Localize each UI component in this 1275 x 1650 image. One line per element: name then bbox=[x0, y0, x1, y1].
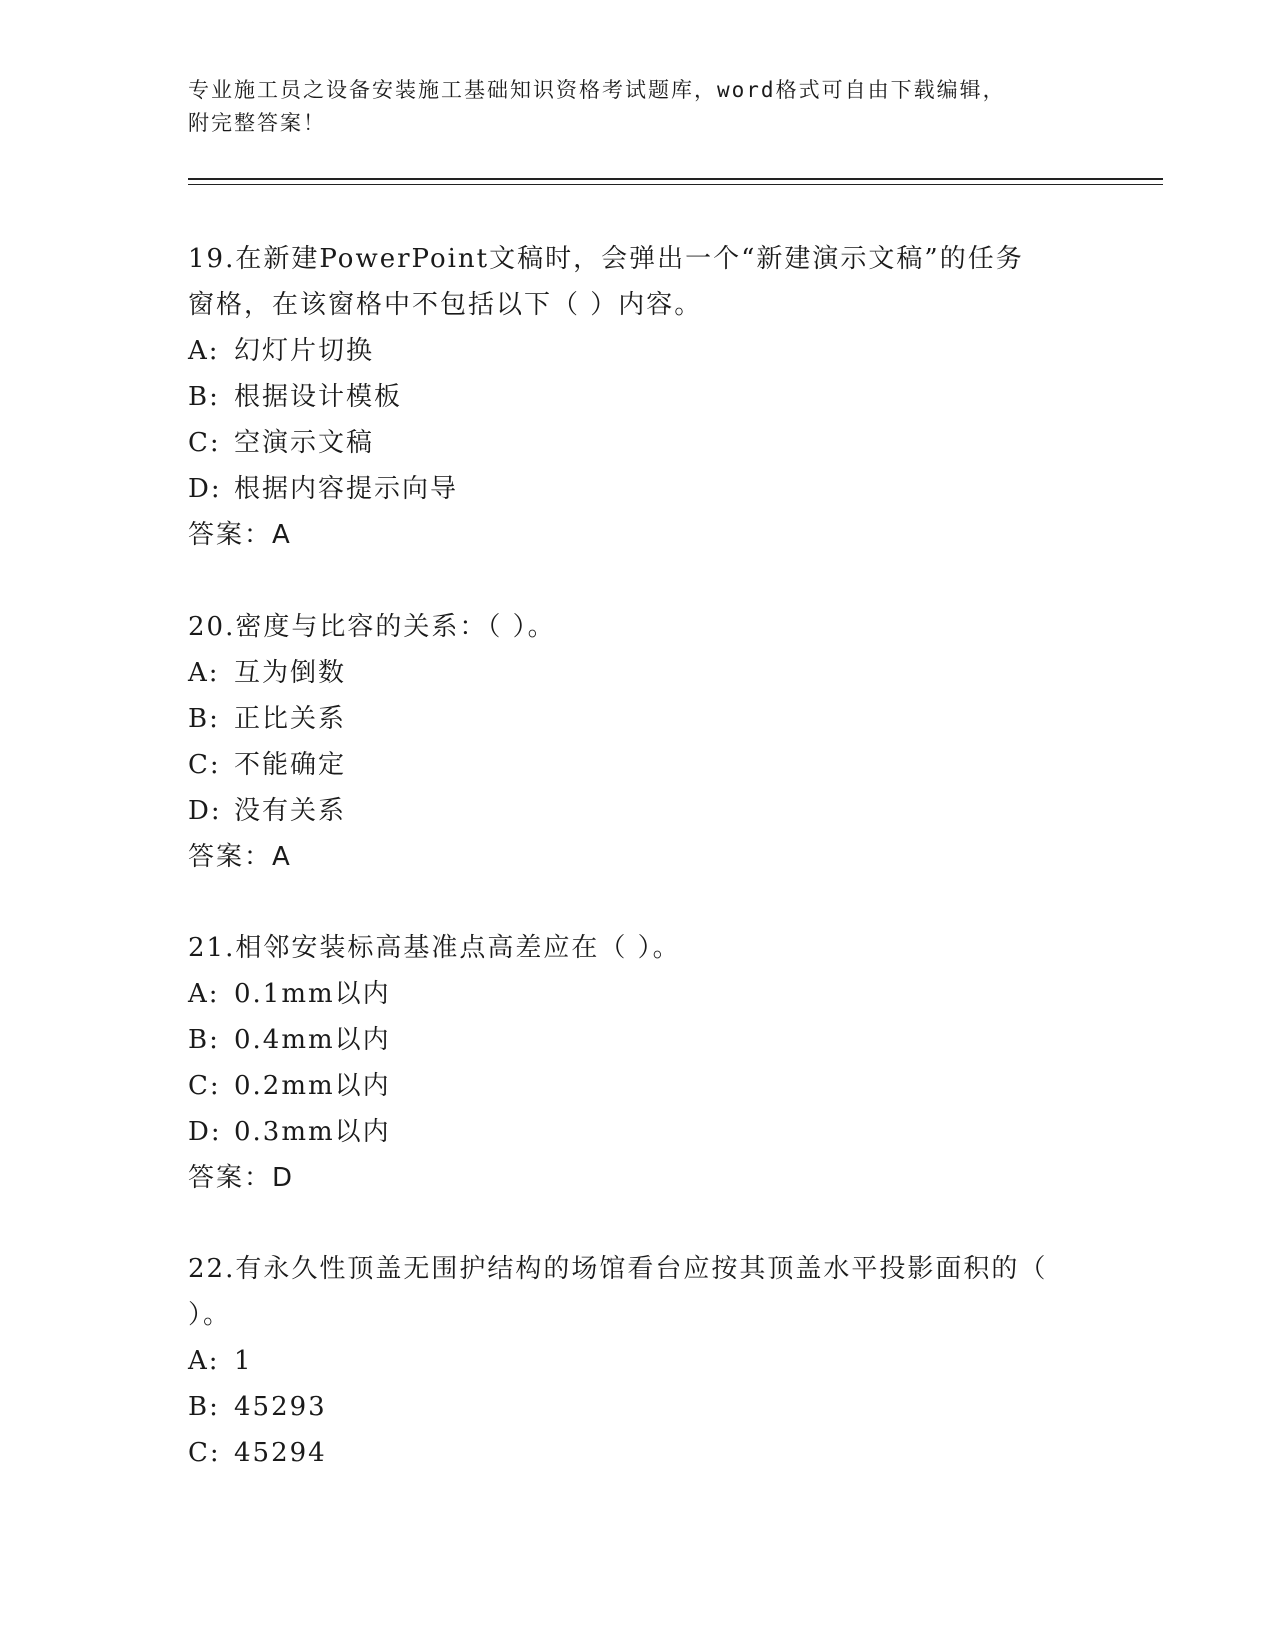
option-letter: D: bbox=[188, 1117, 222, 1147]
answer-line: 答案：A bbox=[188, 842, 292, 872]
option-letter: B: bbox=[188, 704, 220, 734]
option-letter: C: bbox=[188, 750, 221, 780]
option-text: 45293 bbox=[234, 1392, 327, 1422]
header-divider-thin bbox=[188, 184, 1163, 185]
option-text: 根据设计模板 bbox=[234, 382, 403, 412]
question-stem: 22.有永久性顶盖无围护结构的场馆看台应按其顶盖水平投影面积的（ bbox=[188, 1254, 1048, 1284]
option-letter: A: bbox=[188, 658, 220, 688]
option-letter: C: bbox=[188, 1071, 221, 1101]
option-text: 不能确定 bbox=[234, 750, 347, 780]
option-text: 空演示文稿 bbox=[234, 428, 375, 458]
option-letter: D: bbox=[188, 796, 222, 826]
question-stem: 19.在新建PowerPoint文稿时，会弹出一个“新建演示文稿”的任务 bbox=[188, 244, 1024, 274]
option-c bbox=[188, 1063, 1088, 1109]
option-a bbox=[188, 650, 1088, 696]
option-text: 正比关系 bbox=[234, 704, 347, 734]
question-stem: 21.相邻安装标高基准点高差应在（ ）。 bbox=[188, 933, 681, 963]
option-text: 0.4mm以内 bbox=[234, 1025, 391, 1055]
option-text: 1 bbox=[234, 1346, 253, 1376]
option-letter: A: bbox=[188, 1346, 220, 1376]
option-text: 没有关系 bbox=[234, 796, 347, 826]
option-letter: A: bbox=[188, 336, 220, 366]
question-stem-continued: 窗格，在该窗格中不包括以下（ ）内容。 bbox=[188, 290, 703, 320]
option-text: 互为倒数 bbox=[234, 658, 347, 688]
option-text: 0.1mm以内 bbox=[234, 979, 391, 1009]
question-stem-continued: ）。 bbox=[188, 1300, 232, 1330]
header-line-1: 专业施工员之设备安装施工基础知识资格考试题库，word格式可自由下载编辑， bbox=[188, 78, 1006, 102]
question-21 bbox=[188, 925, 1088, 1201]
option-d bbox=[188, 466, 1088, 512]
option-c bbox=[188, 1430, 1088, 1476]
option-letter: B: bbox=[188, 382, 220, 412]
option-letter: B: bbox=[188, 1392, 220, 1422]
option-c bbox=[188, 742, 1088, 788]
document-header bbox=[188, 74, 1088, 140]
option-text: 0.3mm以内 bbox=[234, 1117, 391, 1147]
question-19 bbox=[188, 236, 1088, 558]
answer-line: 答案：D bbox=[188, 1163, 295, 1193]
question-22 bbox=[188, 1246, 1088, 1476]
question-20 bbox=[188, 604, 1088, 880]
option-letter: D: bbox=[188, 474, 222, 504]
option-b bbox=[188, 1384, 1088, 1430]
option-letter: B: bbox=[188, 1025, 220, 1055]
option-letter: C: bbox=[188, 428, 221, 458]
option-b bbox=[188, 374, 1088, 420]
question-stem: 20.密度与比容的关系：（ ）。 bbox=[188, 612, 556, 642]
option-a bbox=[188, 328, 1088, 374]
option-b bbox=[188, 696, 1088, 742]
option-b bbox=[188, 1017, 1088, 1063]
option-a bbox=[188, 1338, 1088, 1384]
option-text: 根据内容提示向导 bbox=[234, 474, 459, 504]
option-text: 幻灯片切换 bbox=[234, 336, 375, 366]
header-divider-thick bbox=[188, 178, 1163, 180]
option-letter: A: bbox=[188, 979, 220, 1009]
answer-line: 答案：A bbox=[188, 520, 292, 550]
option-c bbox=[188, 420, 1088, 466]
option-letter: C: bbox=[188, 1438, 221, 1468]
option-a bbox=[188, 971, 1088, 1017]
option-text: 0.2mm以内 bbox=[234, 1071, 391, 1101]
option-text: 45294 bbox=[234, 1438, 327, 1468]
option-d bbox=[188, 1109, 1088, 1155]
header-line-2: 附完整答案！ bbox=[188, 111, 326, 135]
option-d bbox=[188, 788, 1088, 834]
